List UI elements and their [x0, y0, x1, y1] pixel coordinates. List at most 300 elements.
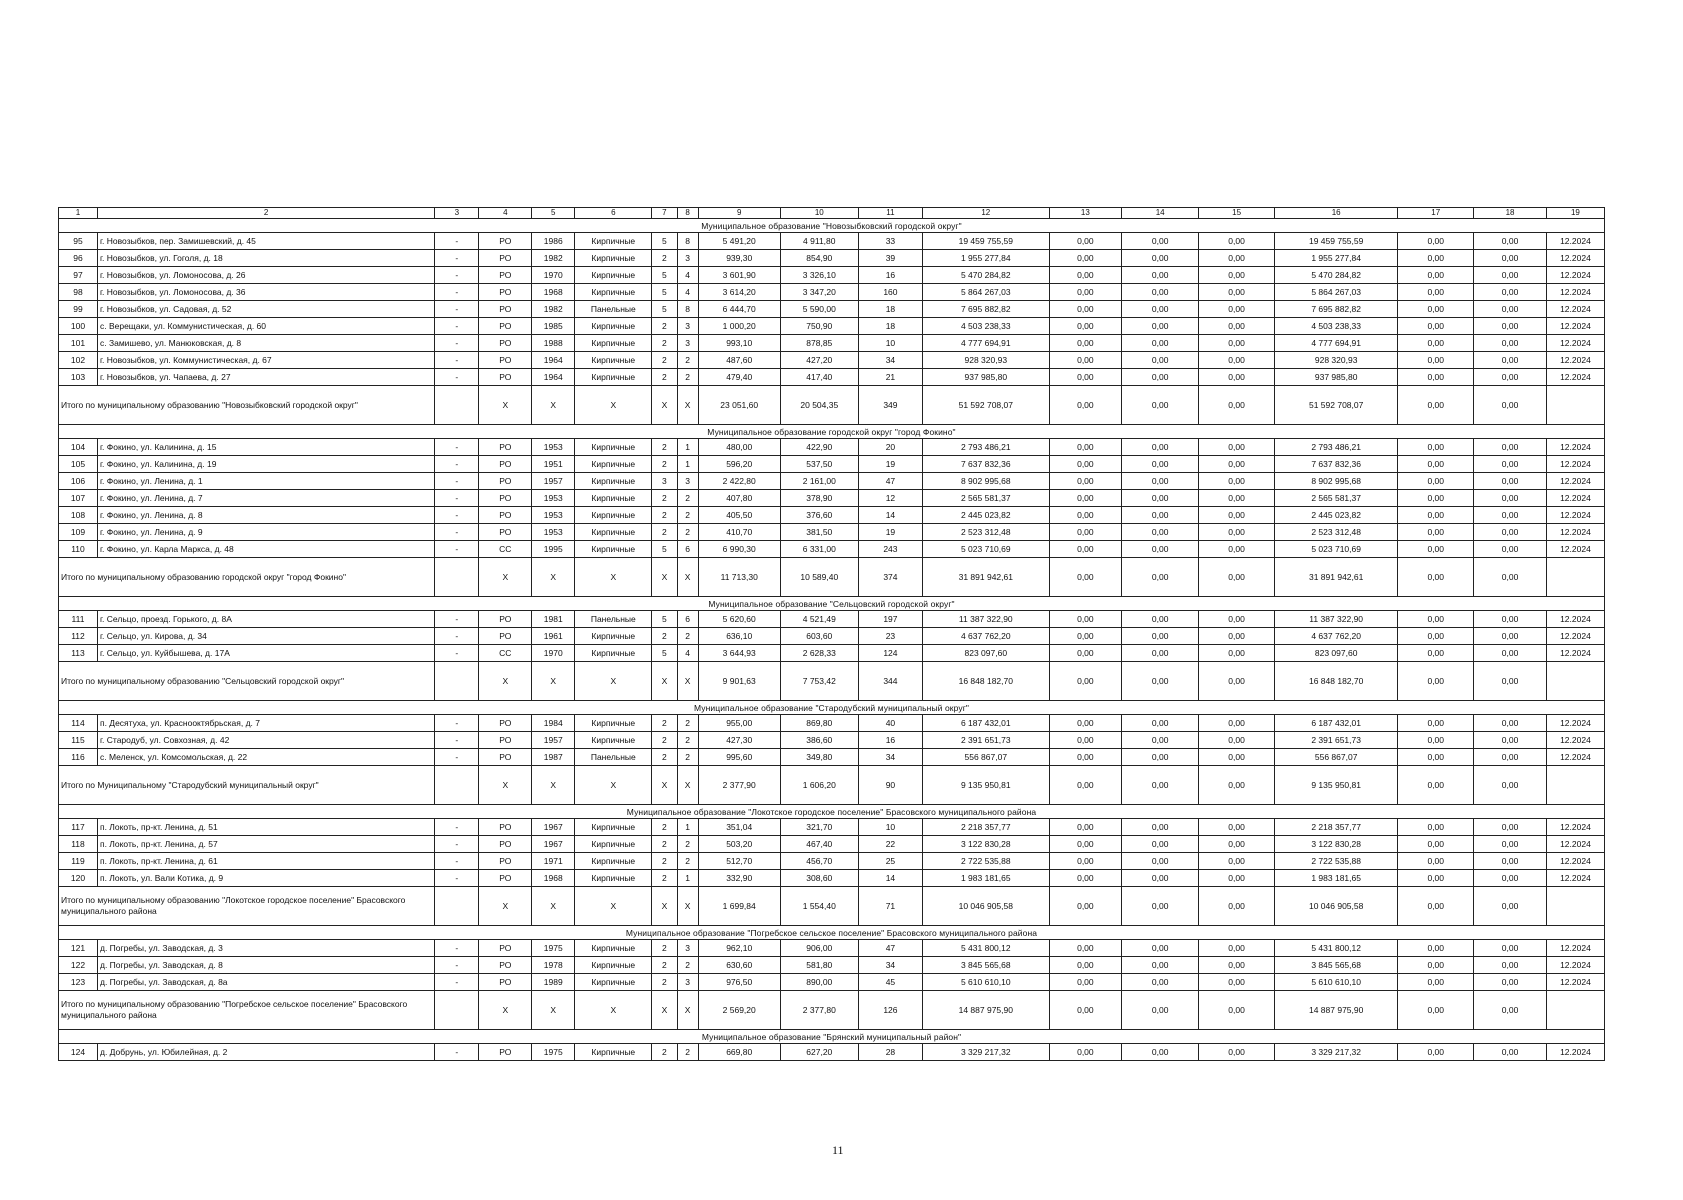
table-cell: 1985	[532, 318, 575, 335]
table-cell: 427,30	[698, 732, 780, 749]
table-cell: -	[435, 439, 479, 456]
table-cell: 0,00	[1122, 749, 1199, 766]
table-cell: 0,00	[1122, 541, 1199, 558]
table-cell: -	[435, 957, 479, 974]
table-cell: 0,00	[1122, 284, 1199, 301]
table-cell: 1984	[532, 715, 575, 732]
total-cell: X	[652, 386, 677, 425]
table-cell: 0,00	[1049, 369, 1122, 386]
table-cell: РО	[479, 473, 532, 490]
table-cell: 995,60	[698, 749, 780, 766]
table-cell: 1978	[532, 957, 575, 974]
total-cell: X	[479, 887, 532, 926]
table-cell: 2	[677, 749, 698, 766]
total-cell: 14 887 975,90	[1275, 991, 1398, 1030]
table-cell: 0,00	[1199, 541, 1275, 558]
table-cell: 0,00	[1398, 369, 1474, 386]
table-cell: 993,10	[698, 335, 780, 352]
table-cell: -	[435, 645, 479, 662]
table-cell: 0,00	[1049, 749, 1122, 766]
column-number: 14	[1122, 208, 1199, 219]
total-cell: X	[479, 558, 532, 597]
table-cell: 1995	[532, 541, 575, 558]
table-cell: -	[435, 1044, 479, 1061]
table-cell: -	[435, 233, 479, 250]
table-cell: 1	[677, 870, 698, 887]
table-cell: 0,00	[1474, 335, 1547, 352]
table-cell: Кирпичные	[575, 507, 652, 524]
total-cell: 2 377,90	[698, 766, 780, 805]
table-row	[59, 456, 1605, 473]
table-cell: РО	[479, 836, 532, 853]
table-cell: 105	[59, 456, 98, 473]
table-cell: 0,00	[1122, 301, 1199, 318]
table-cell: 3	[677, 974, 698, 991]
table-cell: 0,00	[1398, 267, 1474, 284]
table-cell: 0,00	[1474, 940, 1547, 957]
table-cell: 11 387 322,90	[1275, 611, 1398, 628]
total-label: Итого по муниципальному образованию городской округ "город Фокино"	[59, 558, 435, 597]
table-cell: 0,00	[1199, 352, 1275, 369]
address-cell: д. Погребы, ул. Заводская, д. 8	[97, 957, 434, 974]
table-cell: 0,00	[1474, 1044, 1547, 1061]
table-cell: 0,00	[1122, 628, 1199, 645]
table-cell: 0,00	[1398, 732, 1474, 749]
table-cell: 0,00	[1474, 439, 1547, 456]
table-cell: 349,80	[780, 749, 858, 766]
total-cell	[435, 766, 479, 805]
table-cell: 0,00	[1049, 645, 1122, 662]
table-cell: 12.2024	[1546, 611, 1604, 628]
table-cell: 0,00	[1199, 1044, 1275, 1061]
table-cell: 1967	[532, 836, 575, 853]
table-cell: 0,00	[1199, 473, 1275, 490]
table-cell: 5 590,00	[780, 301, 858, 318]
table-cell: 0,00	[1049, 853, 1122, 870]
table-row	[59, 732, 1605, 749]
table-cell: 2	[652, 335, 677, 352]
table-cell: 2 391 651,73	[923, 732, 1049, 749]
table-cell: 2 218 357,77	[923, 819, 1049, 836]
table-cell: 0,00	[1199, 611, 1275, 628]
table-cell: РО	[479, 715, 532, 732]
table-cell: 40	[858, 715, 922, 732]
table-cell: 1964	[532, 369, 575, 386]
table-cell: 5 431 800,12	[923, 940, 1049, 957]
table-cell: 0,00	[1049, 541, 1122, 558]
register-sheet	[58, 207, 1605, 1061]
table-cell: 0,00	[1398, 940, 1474, 957]
table-cell: 0,00	[1199, 301, 1275, 318]
table-cell: 115	[59, 732, 98, 749]
column-number: 15	[1199, 208, 1275, 219]
total-cell: 9 135 950,81	[1275, 766, 1398, 805]
table-cell: 0,00	[1398, 490, 1474, 507]
total-cell: X	[532, 991, 575, 1030]
table-cell: 33	[858, 233, 922, 250]
table-cell: Кирпичные	[575, 250, 652, 267]
table-cell: Кирпичные	[575, 267, 652, 284]
table-row	[59, 749, 1605, 766]
table-cell: 928 320,93	[1275, 352, 1398, 369]
table-cell: 2	[652, 524, 677, 541]
table-cell: 39	[858, 250, 922, 267]
table-cell: 2 161,00	[780, 473, 858, 490]
table-cell: 12.2024	[1546, 870, 1604, 887]
table-cell: 1982	[532, 301, 575, 318]
table-cell: 3 326,10	[780, 267, 858, 284]
table-cell: 7 695 882,82	[1275, 301, 1398, 318]
table-cell: -	[435, 507, 479, 524]
table-cell: 19	[858, 456, 922, 473]
table-cell: 1 983 181,65	[923, 870, 1049, 887]
table-cell: 928 320,93	[923, 352, 1049, 369]
section-title: Муниципальное образование "Брянский муниципальный район"	[59, 1030, 1605, 1044]
table-cell: Панельные	[575, 611, 652, 628]
table-cell: РО	[479, 853, 532, 870]
table-cell: 0,00	[1474, 628, 1547, 645]
table-cell: 6 990,30	[698, 541, 780, 558]
table-cell: -	[435, 749, 479, 766]
total-label: Итого по муниципальному образованию "Новозыбковский городской округ"	[59, 386, 435, 425]
table-cell: 0,00	[1199, 957, 1275, 974]
table-cell: 0,00	[1122, 439, 1199, 456]
table-cell: 0,00	[1474, 870, 1547, 887]
table-cell: 0,00	[1122, 957, 1199, 974]
table-cell: Кирпичные	[575, 645, 652, 662]
address-cell: г. Фокино, ул. Калинина, д. 15	[97, 439, 434, 456]
total-cell: 0,00	[1474, 887, 1547, 926]
table-cell: 0,00	[1398, 1044, 1474, 1061]
table-cell: 0,00	[1199, 628, 1275, 645]
total-cell	[435, 991, 479, 1030]
table-cell: 480,00	[698, 439, 780, 456]
address-cell: г. Сельцо, ул. Куйбышева, д. 17А	[97, 645, 434, 662]
total-cell: X	[532, 766, 575, 805]
table-cell: 118	[59, 836, 98, 853]
section-header-row	[59, 425, 1605, 439]
table-cell: 596,20	[698, 456, 780, 473]
table-cell: 0,00	[1398, 439, 1474, 456]
table-cell: 2	[652, 507, 677, 524]
table-cell: 0,00	[1199, 369, 1275, 386]
table-cell: 1970	[532, 267, 575, 284]
table-cell: 2	[677, 853, 698, 870]
column-number: 19	[1546, 208, 1604, 219]
table-cell: 2	[652, 628, 677, 645]
table-cell: 0,00	[1199, 456, 1275, 473]
total-cell: 0,00	[1199, 991, 1275, 1030]
table-cell: 0,00	[1049, 233, 1122, 250]
table-cell: 0,00	[1474, 456, 1547, 473]
table-cell: Кирпичные	[575, 369, 652, 386]
total-cell: 0,00	[1199, 386, 1275, 425]
total-cell: X	[652, 887, 677, 926]
total-cell: 1 699,84	[698, 887, 780, 926]
table-cell: 2	[677, 732, 698, 749]
table-cell: 0,00	[1398, 352, 1474, 369]
table-cell: 2 391 651,73	[1275, 732, 1398, 749]
address-cell: п. Десятуха, ул. Краснооктябрьская, д. 7	[97, 715, 434, 732]
table-cell: 101	[59, 335, 98, 352]
address-cell: г. Новозыбков, пер. Замишевский, д. 45	[97, 233, 434, 250]
table-cell: РО	[479, 267, 532, 284]
table-row	[59, 541, 1605, 558]
table-cell: 1982	[532, 250, 575, 267]
address-cell: с. Верещаки, ул. Коммунистическая, д. 60	[97, 318, 434, 335]
table-cell: РО	[479, 1044, 532, 1061]
table-cell: 12.2024	[1546, 439, 1604, 456]
table-cell: 14	[858, 507, 922, 524]
table-cell: 2	[652, 957, 677, 974]
table-cell: 2	[652, 490, 677, 507]
total-cell: X	[677, 662, 698, 701]
table-cell: 2	[677, 1044, 698, 1061]
table-cell: 5 023 710,69	[1275, 541, 1398, 558]
total-label: Итого по муниципальному образованию "Локотское городское поселение" Брасовского муниципального района	[59, 887, 435, 926]
table-cell: 111	[59, 611, 98, 628]
section-title: Муниципальное образование городской округ "город Фокино"	[59, 425, 1605, 439]
total-cell: 0,00	[1122, 662, 1199, 701]
table-cell: РО	[479, 732, 532, 749]
address-cell: г. Новозыбков, ул. Коммунистическая, д. 67	[97, 352, 434, 369]
table-cell: 0,00	[1474, 490, 1547, 507]
table-cell: 34	[858, 352, 922, 369]
table-cell: 636,10	[698, 628, 780, 645]
table-cell: 0,00	[1474, 524, 1547, 541]
total-cell: 10 046 905,58	[923, 887, 1049, 926]
table-cell: 5 470 284,82	[1275, 267, 1398, 284]
table-cell: 1964	[532, 352, 575, 369]
table-cell: 114	[59, 715, 98, 732]
column-number: 12	[923, 208, 1049, 219]
total-cell: 0,00	[1122, 558, 1199, 597]
table-cell: 5	[652, 284, 677, 301]
table-cell: РО	[479, 335, 532, 352]
section-total-row	[59, 887, 1605, 926]
table-cell: 869,80	[780, 715, 858, 732]
table-cell: 603,60	[780, 628, 858, 645]
table-cell: 12.2024	[1546, 301, 1604, 318]
table-cell: 10	[858, 335, 922, 352]
table-cell: Кирпичные	[575, 284, 652, 301]
table-cell: 0,00	[1398, 645, 1474, 662]
table-cell: 2	[652, 715, 677, 732]
table-cell: 1	[677, 819, 698, 836]
table-cell: 0,00	[1474, 301, 1547, 318]
table-cell: 7 637 832,36	[1275, 456, 1398, 473]
table-cell: 7 695 882,82	[923, 301, 1049, 318]
table-cell: -	[435, 628, 479, 645]
total-cell: 0,00	[1474, 386, 1547, 425]
table-cell: 0,00	[1049, 301, 1122, 318]
table-cell: 12.2024	[1546, 853, 1604, 870]
table-cell: 0,00	[1049, 524, 1122, 541]
total-cell: 0,00	[1122, 887, 1199, 926]
total-cell	[435, 558, 479, 597]
table-cell: РО	[479, 974, 532, 991]
table-cell: 12.2024	[1546, 836, 1604, 853]
total-cell	[1546, 991, 1604, 1030]
table-cell: -	[435, 940, 479, 957]
table-cell: 99	[59, 301, 98, 318]
table-cell: 97	[59, 267, 98, 284]
table-cell: 5 491,20	[698, 233, 780, 250]
table-cell: 5 610 610,10	[1275, 974, 1398, 991]
table-cell: -	[435, 836, 479, 853]
table-cell: Кирпичные	[575, 335, 652, 352]
table-cell: Кирпичные	[575, 715, 652, 732]
table-cell: 124	[59, 1044, 98, 1061]
table-cell: 12.2024	[1546, 318, 1604, 335]
table-cell: 955,00	[698, 715, 780, 732]
table-cell: 3 614,20	[698, 284, 780, 301]
table-cell: 2	[652, 940, 677, 957]
table-row	[59, 267, 1605, 284]
table-cell: РО	[479, 284, 532, 301]
table-cell: 0,00	[1474, 645, 1547, 662]
table-cell: Кирпичные	[575, 473, 652, 490]
table-cell: 104	[59, 439, 98, 456]
total-cell: 349	[858, 386, 922, 425]
table-cell: Кирпичные	[575, 439, 652, 456]
table-cell: -	[435, 250, 479, 267]
table-cell: 407,80	[698, 490, 780, 507]
table-row	[59, 250, 1605, 267]
table-cell: 3 122 830,28	[923, 836, 1049, 853]
table-cell: 351,04	[698, 819, 780, 836]
table-cell: 5	[652, 301, 677, 318]
table-cell: 5 864 267,03	[923, 284, 1049, 301]
table-cell: 0,00	[1122, 611, 1199, 628]
table-cell: 0,00	[1122, 267, 1199, 284]
address-cell: д. Погребы, ул. Заводская, д. 8а	[97, 974, 434, 991]
total-cell: 0,00	[1199, 558, 1275, 597]
table-cell: 1975	[532, 940, 575, 957]
table-cell: Кирпичные	[575, 870, 652, 887]
table-cell: 1981	[532, 611, 575, 628]
table-cell: 823 097,60	[923, 645, 1049, 662]
table-cell: 1953	[532, 507, 575, 524]
table-cell: 6	[677, 541, 698, 558]
table-cell: 22	[858, 836, 922, 853]
address-cell: п. Локоть, пр-кт. Ленина, д. 51	[97, 819, 434, 836]
total-cell: 0,00	[1474, 991, 1547, 1030]
table-cell: -	[435, 541, 479, 558]
table-cell: 0,00	[1199, 524, 1275, 541]
section-title: Муниципальное образование "Стародубский муниципальный округ"	[59, 701, 1605, 715]
table-row	[59, 233, 1605, 250]
table-row	[59, 524, 1605, 541]
table-cell: 121	[59, 940, 98, 957]
table-cell: -	[435, 819, 479, 836]
section-total-row	[59, 386, 1605, 425]
total-cell: 0,00	[1049, 991, 1122, 1030]
table-row	[59, 870, 1605, 887]
table-cell: 0,00	[1122, 318, 1199, 335]
table-cell: 2 523 312,48	[923, 524, 1049, 541]
table-cell: 1961	[532, 628, 575, 645]
total-cell: 374	[858, 558, 922, 597]
table-row	[59, 318, 1605, 335]
table-cell: 1 955 277,84	[923, 250, 1049, 267]
table-cell: 308,60	[780, 870, 858, 887]
total-cell: 16 848 182,70	[1275, 662, 1398, 701]
column-number: 1	[59, 208, 98, 219]
table-cell: 12.2024	[1546, 456, 1604, 473]
table-row	[59, 819, 1605, 836]
table-cell: РО	[479, 352, 532, 369]
total-cell: X	[575, 766, 652, 805]
column-number: 4	[479, 208, 532, 219]
table-cell: 5	[652, 611, 677, 628]
table-cell: 100	[59, 318, 98, 335]
column-number: 13	[1049, 208, 1122, 219]
total-cell: X	[532, 558, 575, 597]
table-cell: 0,00	[1199, 335, 1275, 352]
table-cell: 2 565 581,37	[923, 490, 1049, 507]
table-cell: 0,00	[1049, 715, 1122, 732]
table-cell: Кирпичные	[575, 853, 652, 870]
table-cell: 124	[858, 645, 922, 662]
table-cell: 0,00	[1049, 974, 1122, 991]
table-cell: 1986	[532, 233, 575, 250]
table-cell: 0,00	[1122, 490, 1199, 507]
address-cell: г. Новозыбков, ул. Ломоносова, д. 36	[97, 284, 434, 301]
table-cell: 3 845 565,68	[923, 957, 1049, 974]
table-cell: 0,00	[1122, 853, 1199, 870]
table-cell: 113	[59, 645, 98, 662]
address-cell: г. Сельцо, проезд. Горького, д. 8А	[97, 611, 434, 628]
table-cell: 108	[59, 507, 98, 524]
table-cell: 0,00	[1049, 439, 1122, 456]
table-cell: 556 867,07	[1275, 749, 1398, 766]
table-cell: 12.2024	[1546, 1044, 1604, 1061]
table-cell: 20	[858, 439, 922, 456]
table-cell: 1989	[532, 974, 575, 991]
total-cell: 0,00	[1474, 558, 1547, 597]
table-cell: 106	[59, 473, 98, 490]
total-cell: 90	[858, 766, 922, 805]
table-cell: 12.2024	[1546, 541, 1604, 558]
table-cell: 3 329 217,32	[1275, 1044, 1398, 1061]
table-cell: -	[435, 473, 479, 490]
table-cell: 939,30	[698, 250, 780, 267]
table-cell: 332,90	[698, 870, 780, 887]
address-cell: п. Локоть, ул. Вали Котика, д. 9	[97, 870, 434, 887]
table-cell: 0,00	[1398, 836, 1474, 853]
table-cell: 0,00	[1122, 870, 1199, 887]
table-cell: 1967	[532, 819, 575, 836]
table-cell: РО	[479, 233, 532, 250]
table-cell: 34	[858, 957, 922, 974]
table-cell: 160	[858, 284, 922, 301]
address-cell: г. Фокино, ул. Ленина, д. 8	[97, 507, 434, 524]
table-cell: 0,00	[1049, 250, 1122, 267]
table-cell: РО	[479, 301, 532, 318]
table-cell: 120	[59, 870, 98, 887]
table-row	[59, 611, 1605, 628]
total-cell: 2 569,20	[698, 991, 780, 1030]
table-cell: Кирпичные	[575, 524, 652, 541]
table-cell: 2 523 312,48	[1275, 524, 1398, 541]
table-cell: -	[435, 853, 479, 870]
total-cell: 16 848 182,70	[923, 662, 1049, 701]
column-number: 9	[698, 208, 780, 219]
table-cell: 0,00	[1199, 645, 1275, 662]
table-cell: 750,90	[780, 318, 858, 335]
total-cell: 0,00	[1398, 558, 1474, 597]
